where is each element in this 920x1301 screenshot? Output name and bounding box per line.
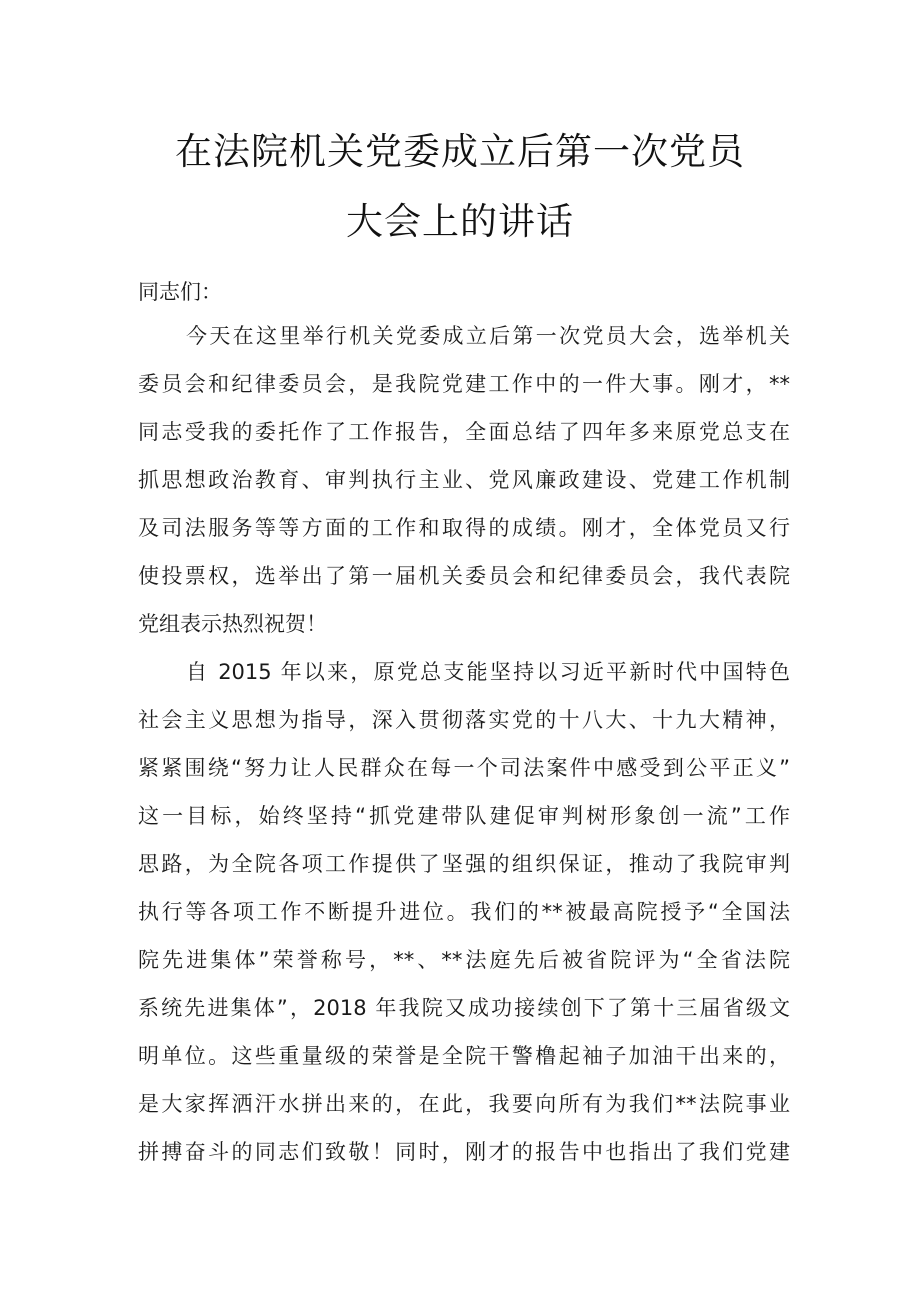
paragraph-line: 今天在这里举行机关党委成立后第一次党员大会，选举机关 xyxy=(186,324,790,348)
paragraph-line: 这一目标，始终坚持“抓党建带队建促审判树形象创一流”工作 xyxy=(138,804,790,828)
paragraph-line: 使投票权，选举出了第一届机关委员会和纪律委员会，我代表院 xyxy=(138,564,790,588)
paragraph-line: 自 2015 年以来，原党总支能坚持以习近平新时代中国特色 xyxy=(186,660,790,684)
paragraph-line: 思路，为全院各项工作提供了坚强的组织保证，推动了我院审判 xyxy=(138,852,790,876)
paragraph-line: 同志受我的委托作了工作报告，全面总结了四年多来原党总支在 xyxy=(138,420,790,444)
paragraph-line: 及司法服务等等方面的工作和取得的成绩。刚才，全体党员又行 xyxy=(138,516,790,540)
paragraph-line: 社会主义思想为指导，深入贯彻落实党的十八大、十九大精神， xyxy=(138,708,790,732)
paragraph-line: 是大家挥洒汗水拼出来的，在此，我要向所有为我们**法院事业 xyxy=(138,1092,790,1116)
paragraph-line: 系统先进集体”，2018 年我院又成功接续创下了第十三届省级文 xyxy=(138,996,790,1020)
paragraph-line: 院先进集体”荣誉称号，**、**法庭先后被省院评为“全省法院 xyxy=(138,948,790,972)
document-title-line-2: 大会上的讲话 xyxy=(346,200,574,243)
paragraph-line: 党组表示热烈祝贺！ xyxy=(138,612,327,636)
paragraph-line: 拼搏奋斗的同志们致敬！同时，刚才的报告中也指出了我们党建 xyxy=(138,1140,790,1164)
paragraph-line: 执行等各项工作不断提升进位。我们的**被最高院授予“全国法 xyxy=(138,900,790,924)
paragraph-line: 抓思想政治教育、审判执行主业、党风廉政建设、党建工作机制 xyxy=(138,468,790,492)
paragraph-line: 紧紧围绕“努力让人民群众在每一个司法案件中感受到公平正义” xyxy=(138,756,790,780)
paragraph-line: 委员会和纪律委员会，是我院党建工作中的一件大事。刚才，** xyxy=(138,372,790,396)
document-title-line-1: 在法院机关党委成立后第一次党员 xyxy=(175,130,745,173)
salutation: 同志们： xyxy=(138,280,222,304)
paragraph-line: 明单位。这些重量级的荣誉是全院干警橹起袖子加油干出来的， xyxy=(138,1044,790,1068)
